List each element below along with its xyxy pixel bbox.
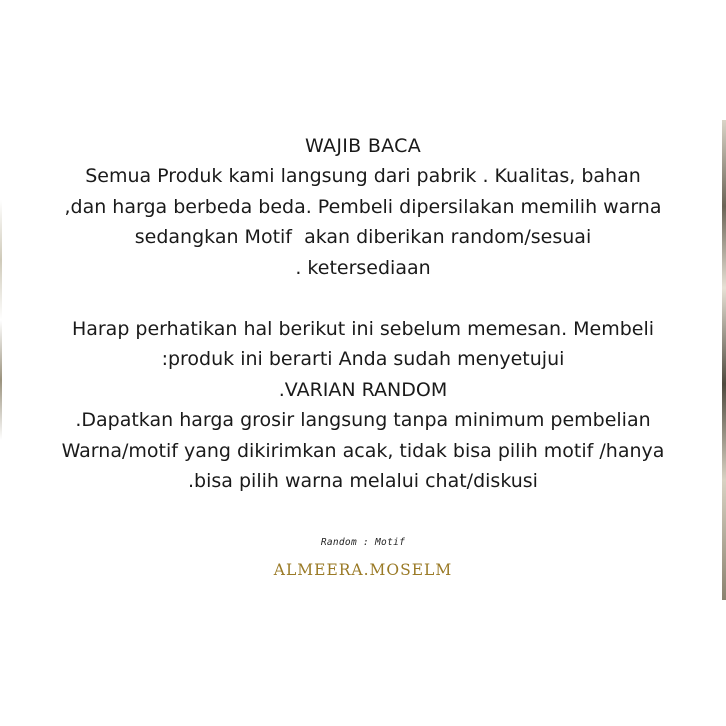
notice-heading: WAJIB BACA (305, 135, 421, 157)
notice-line: Semua Produk kami langsung dari pabrik . Kualitas, bahan (85, 165, 641, 187)
notice-line: :produk ini berarti Anda sudah menyetujui (161, 348, 565, 370)
notice-line: .Dapatkan harga grosir langsung tanpa minimum pembelian (75, 409, 651, 431)
paragraph-gap (0, 283, 726, 314)
notice-line: ,dan harga berbeda beda. Pembeli dipersilakan memilih warna (64, 195, 662, 218)
notice-line: Harap perhatikan hal berikut ini sebelum memesan. Membeli (71, 317, 655, 340)
notice-line: Warna/motif yang dikirimkan acak, tidak bisa pilih motif /hanya (61, 439, 665, 462)
notice-line: .bisa pilih warna melalui chat/diskusi (188, 470, 538, 492)
notice-line: .VARIAN RANDOM (278, 378, 448, 401)
notice-block (0, 131, 726, 497)
notice-line: . ketersediaan (295, 256, 431, 279)
notice-line: sedangkan Motif akan diberikan random/sesuai (134, 226, 592, 248)
brand-name: ALMEERA.MOSELM (273, 561, 453, 579)
random-motif-caption: Random : Motif (320, 537, 406, 548)
